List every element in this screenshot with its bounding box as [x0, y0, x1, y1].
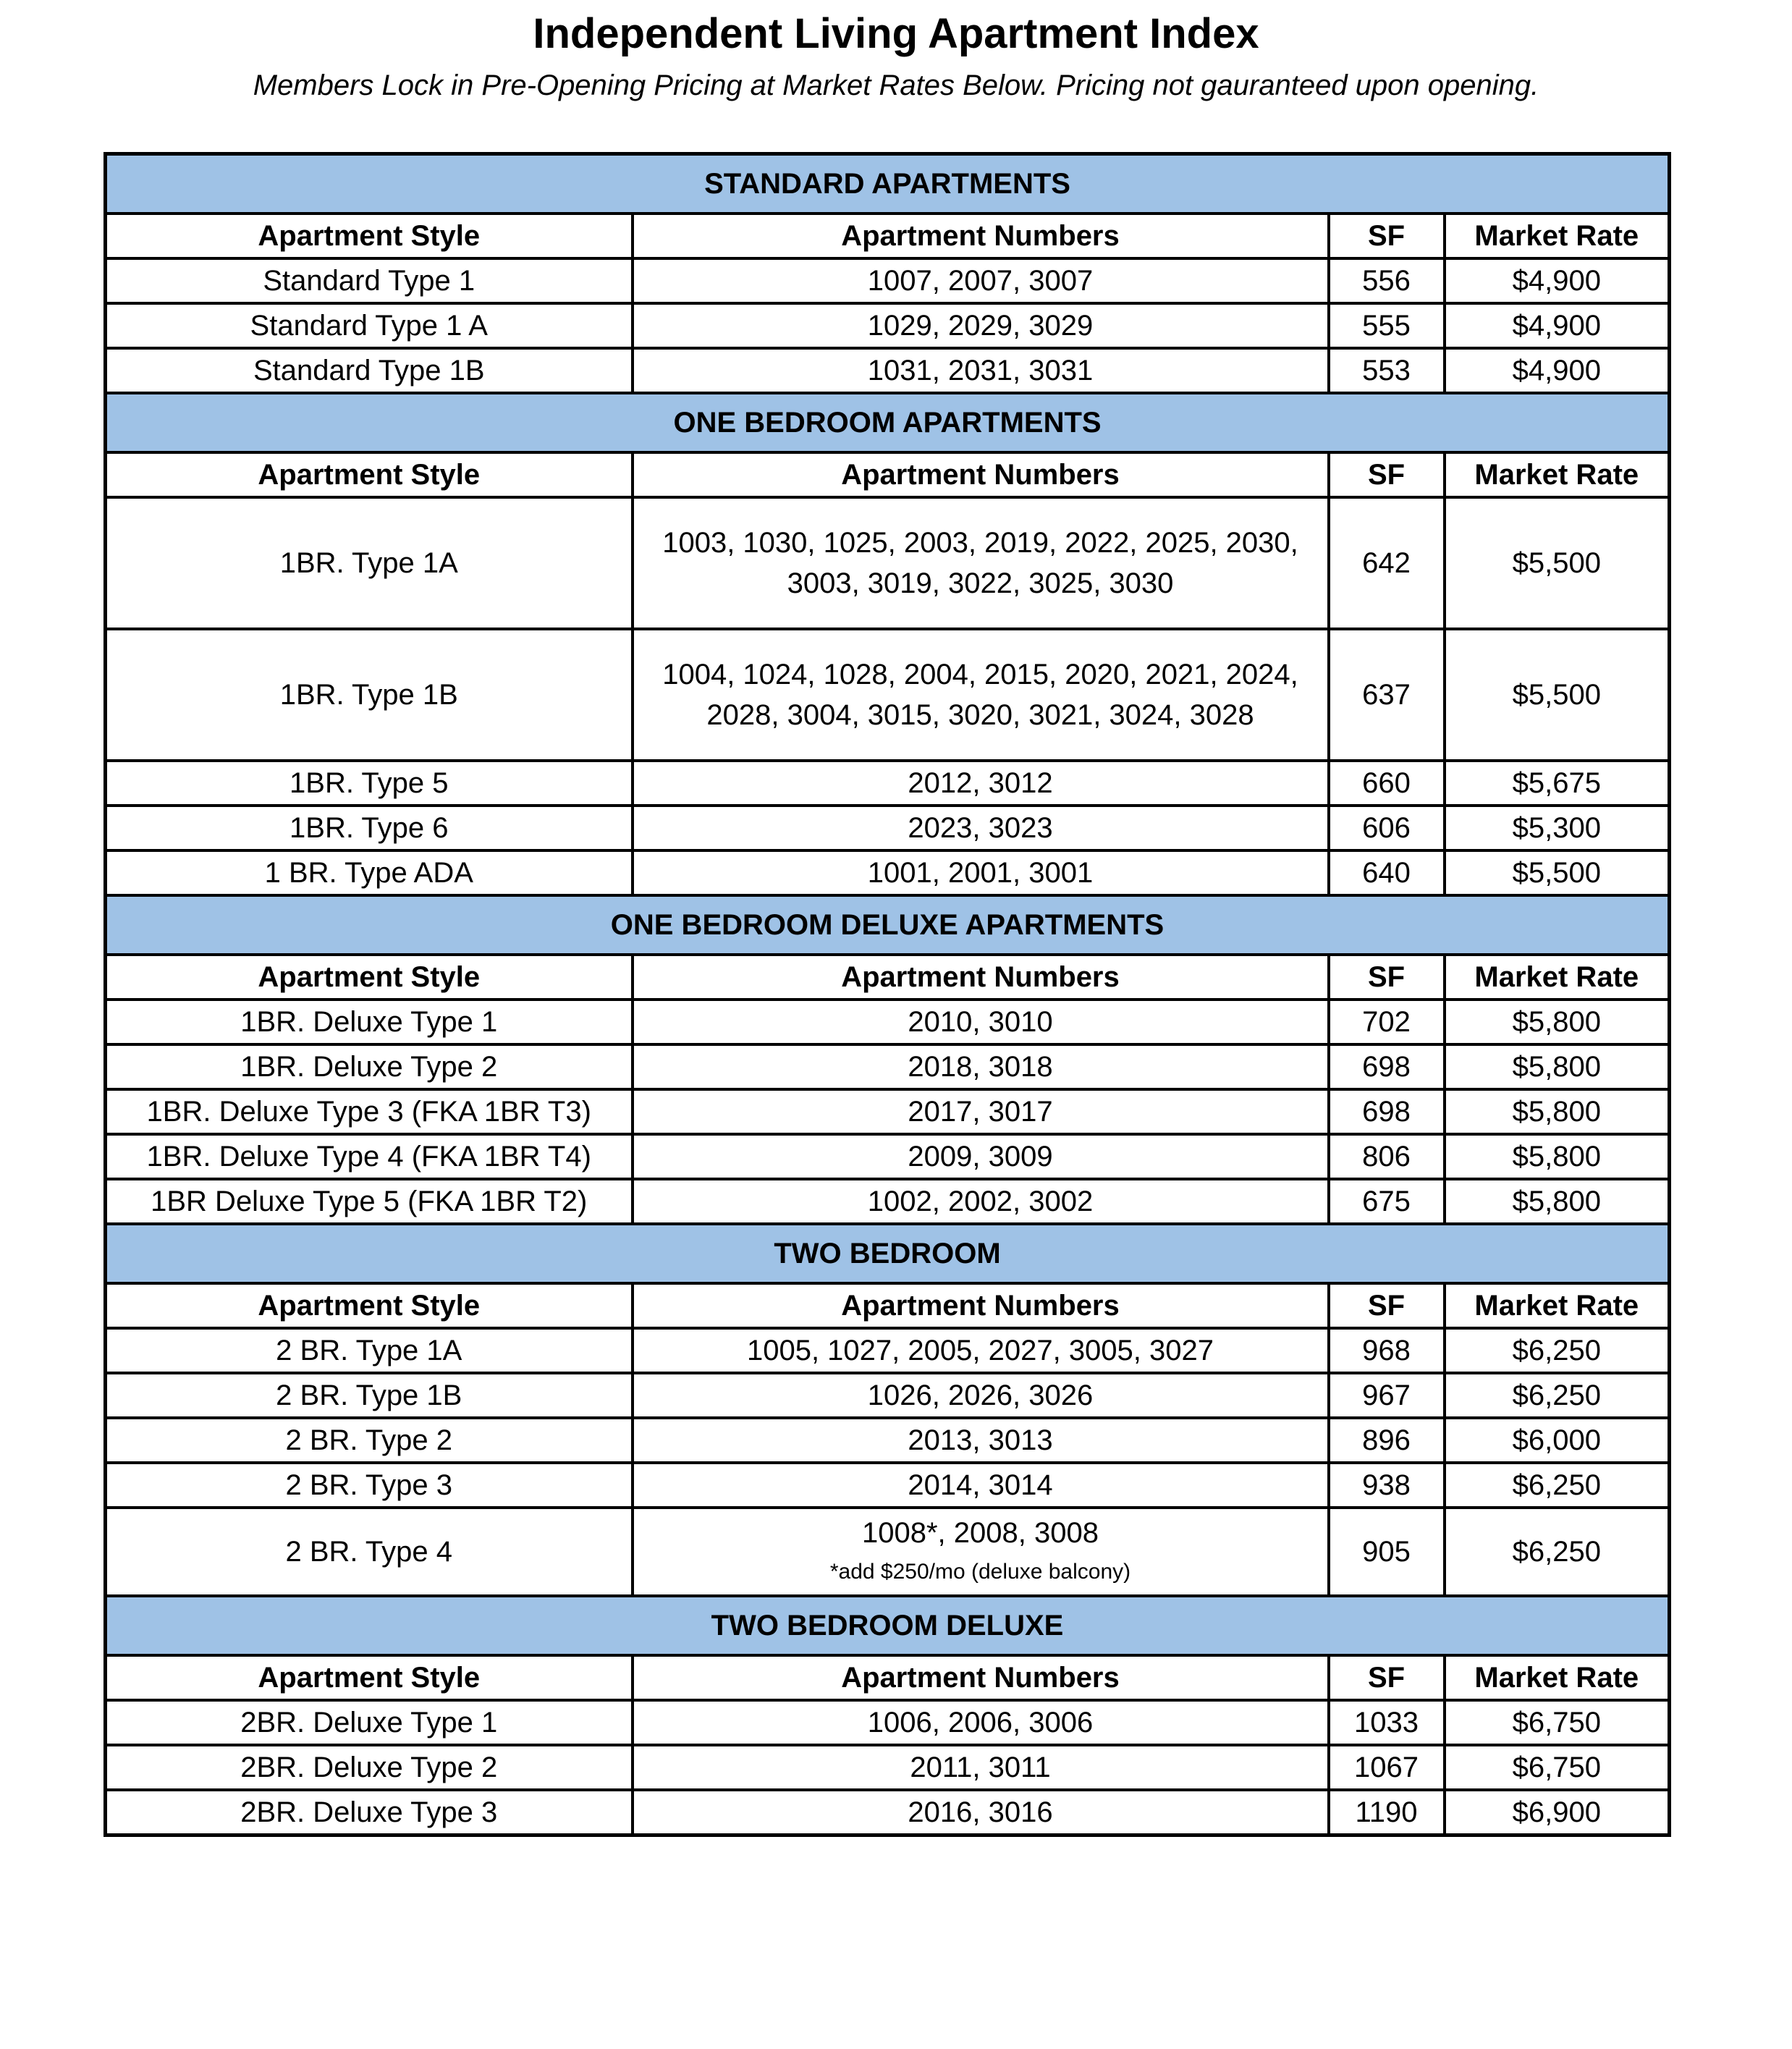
sf-cell: 556 — [1329, 258, 1445, 303]
sf-cell: 606 — [1329, 806, 1445, 850]
market-rate-cell: $6,000 — [1445, 1418, 1670, 1463]
section-title: ONE BEDROOM APARTMENTS — [106, 393, 1670, 452]
market-rate-header: Market Rate — [1445, 1283, 1670, 1328]
page-subtitle: Members Lock in Pre-Opening Pricing at Market Rates Below. Pricing not gauranteed upon opening. — [253, 69, 1539, 101]
section-title: TWO BEDROOM DELUXE — [106, 1596, 1670, 1655]
section-title: ONE BEDROOM DELUXE APARTMENTS — [106, 895, 1670, 955]
table-row — [106, 1418, 1670, 1463]
section-title-row — [106, 154, 1670, 214]
apartment-style-cell: Standard Type 1B — [106, 348, 633, 393]
table-row — [106, 629, 1670, 761]
market-rate-cell: $5,800 — [1445, 1179, 1670, 1224]
table-row — [106, 1745, 1670, 1790]
table-row — [106, 1089, 1670, 1134]
market-rate-cell: $6,250 — [1445, 1328, 1670, 1373]
sf-cell: 698 — [1329, 1089, 1445, 1134]
apartment-style-cell: 1BR. Type 1B — [106, 629, 633, 761]
apartment-style-cell: Standard Type 1 — [106, 258, 633, 303]
apartment-numbers-cell: 1002, 2002, 3002 — [633, 1179, 1329, 1224]
table-row — [106, 1508, 1670, 1596]
sf-cell: 806 — [1329, 1134, 1445, 1179]
apartment-style-cell: 2BR. Deluxe Type 1 — [106, 1700, 633, 1745]
apartment-numbers-header: Apartment Numbers — [633, 452, 1329, 497]
sf-cell: 1067 — [1329, 1745, 1445, 1790]
section-title: TWO BEDROOM — [106, 1224, 1670, 1283]
apartment-numbers-cell: 2010, 3010 — [633, 1000, 1329, 1044]
apartment-style-cell: Standard Type 1 A — [106, 303, 633, 348]
sf-header: SF — [1329, 955, 1445, 1000]
sf-cell: 698 — [1329, 1044, 1445, 1089]
sf-cell: 967 — [1329, 1373, 1445, 1418]
apartment-index-table — [103, 152, 1671, 1837]
market-rate-cell: $5,800 — [1445, 1134, 1670, 1179]
market-rate-cell: $5,300 — [1445, 806, 1670, 850]
sf-cell: 896 — [1329, 1418, 1445, 1463]
apartment-numbers-cell: 2014, 3014 — [633, 1463, 1329, 1508]
market-rate-cell: $6,900 — [1445, 1790, 1670, 1835]
apartment-numbers-cell: 1005, 1027, 2005, 2027, 3005, 3027 — [633, 1328, 1329, 1373]
market-rate-cell: $5,500 — [1445, 629, 1670, 761]
market-rate-cell: $6,250 — [1445, 1373, 1670, 1418]
section-title-row — [106, 393, 1670, 452]
sf-cell: 702 — [1329, 1000, 1445, 1044]
sf-cell: 968 — [1329, 1328, 1445, 1373]
apartment-style-cell: 1BR Deluxe Type 5 (FKA 1BR T2) — [106, 1179, 633, 1224]
apartment-style-cell: 1BR. Deluxe Type 4 (FKA 1BR T4) — [106, 1134, 633, 1179]
apartment-numbers-cell: 1001, 2001, 3001 — [633, 850, 1329, 895]
section-title-row — [106, 1224, 1670, 1283]
sf-cell: 905 — [1329, 1508, 1445, 1596]
apartment-numbers-cell: 2016, 3016 — [633, 1790, 1329, 1835]
page-title: Independent Living Apartment Index — [533, 10, 1259, 57]
sf-header: SF — [1329, 1283, 1445, 1328]
table-row — [106, 258, 1670, 303]
apartment-style-cell: 1 BR. Type ADA — [106, 850, 633, 895]
table-row — [106, 1328, 1670, 1373]
market-rate-cell: $4,900 — [1445, 258, 1670, 303]
apartment-numbers-cell: 1029, 2029, 3029 — [633, 303, 1329, 348]
table-row — [106, 1179, 1670, 1224]
sf-cell: 938 — [1329, 1463, 1445, 1508]
apartment-style-cell: 1BR. Deluxe Type 3 (FKA 1BR T3) — [106, 1089, 633, 1134]
table-row — [106, 1134, 1670, 1179]
apartment-numbers-cell: 2018, 3018 — [633, 1044, 1329, 1089]
table-row — [106, 761, 1670, 806]
market-rate-header: Market Rate — [1445, 214, 1670, 258]
market-rate-cell: $5,500 — [1445, 497, 1670, 629]
market-rate-cell: $5,500 — [1445, 850, 1670, 895]
apartment-style-cell: 2 BR. Type 4 — [106, 1508, 633, 1596]
table-row — [106, 1463, 1670, 1508]
apartment-style-header: Apartment Style — [106, 452, 633, 497]
apartment-style-cell: 2 BR. Type 2 — [106, 1418, 633, 1463]
apartment-style-cell: 1BR. Type 6 — [106, 806, 633, 850]
sf-cell: 1190 — [1329, 1790, 1445, 1835]
column-header-row — [106, 1283, 1670, 1328]
market-rate-cell: $4,900 — [1445, 303, 1670, 348]
apartment-numbers-cell: 1003, 1030, 1025, 2003, 2019, 2022, 2025, 2030, 3003, 3019, 3022, 3025, 3030 — [633, 497, 1329, 629]
column-header-row — [106, 214, 1670, 258]
sf-cell: 553 — [1329, 348, 1445, 393]
apartment-style-header: Apartment Style — [106, 1655, 633, 1700]
apartment-numbers-cell: 1031, 2031, 3031 — [633, 348, 1329, 393]
market-rate-cell: $5,800 — [1445, 1000, 1670, 1044]
sf-header: SF — [1329, 214, 1445, 258]
apartment-style-cell: 2 BR. Type 1B — [106, 1373, 633, 1418]
sf-cell: 675 — [1329, 1179, 1445, 1224]
sf-cell: 660 — [1329, 761, 1445, 806]
section-title-row — [106, 895, 1670, 955]
column-header-row — [106, 452, 1670, 497]
apartment-numbers-cell: 2009, 3009 — [633, 1134, 1329, 1179]
apartment-numbers-cell: 2023, 3023 — [633, 806, 1329, 850]
apartment-numbers-header: Apartment Numbers — [633, 955, 1329, 1000]
market-rate-cell: $6,750 — [1445, 1700, 1670, 1745]
apartment-numbers-text: 1008*, 2008, 3008 — [862, 1517, 1099, 1549]
table-row — [106, 1373, 1670, 1418]
apartment-style-cell: 1BR. Type 1A — [106, 497, 633, 629]
sf-cell: 642 — [1329, 497, 1445, 629]
market-rate-cell: $6,250 — [1445, 1463, 1670, 1508]
table-row — [106, 806, 1670, 850]
section-title-row — [106, 1596, 1670, 1655]
apartment-numbers-cell: 1026, 2026, 3026 — [633, 1373, 1329, 1418]
market-rate-cell: $4,900 — [1445, 348, 1670, 393]
apartment-numbers-header: Apartment Numbers — [633, 1283, 1329, 1328]
sf-header: SF — [1329, 452, 1445, 497]
market-rate-cell: $6,250 — [1445, 1508, 1670, 1596]
sf-cell: 640 — [1329, 850, 1445, 895]
market-rate-header: Market Rate — [1445, 452, 1670, 497]
apartment-numbers-cell: 2011, 3011 — [633, 1745, 1329, 1790]
market-rate-cell: $6,750 — [1445, 1745, 1670, 1790]
apartment-numbers-cell: 2013, 3013 — [633, 1418, 1329, 1463]
apartment-numbers-cell: 1006, 2006, 3006 — [633, 1700, 1329, 1745]
apartment-style-cell: 2BR. Deluxe Type 2 — [106, 1745, 633, 1790]
apartment-style-cell: 1BR. Type 5 — [106, 761, 633, 806]
apartment-numbers-cell: 1004, 1024, 1028, 2004, 2015, 2020, 2021, 2024, 2028, 3004, 3015, 3020, 3021, 3024, 3028 — [633, 629, 1329, 761]
sf-cell: 637 — [1329, 629, 1445, 761]
market-rate-cell: $5,800 — [1445, 1089, 1670, 1134]
column-header-row — [106, 1655, 1670, 1700]
market-rate-header: Market Rate — [1445, 1655, 1670, 1700]
apartment-numbers-header: Apartment Numbers — [633, 1655, 1329, 1700]
apartment-style-cell: 1BR. Deluxe Type 1 — [106, 1000, 633, 1044]
apartment-numbers-cell — [633, 1508, 1329, 1596]
table-row — [106, 1790, 1670, 1835]
apartment-numbers-cell: 2012, 3012 — [633, 761, 1329, 806]
table-row — [106, 1044, 1670, 1089]
sf-cell: 555 — [1329, 303, 1445, 348]
table-row — [106, 1000, 1670, 1044]
balcony-footnote: *add $250/mo (deluxe balcony) — [829, 1560, 1131, 1584]
column-header-row — [106, 955, 1670, 1000]
table-row — [106, 497, 1670, 629]
table-row — [106, 303, 1670, 348]
apartment-style-header: Apartment Style — [106, 1283, 633, 1328]
apartment-style-header: Apartment Style — [106, 955, 633, 1000]
apartment-numbers-cell: 1007, 2007, 3007 — [633, 258, 1329, 303]
apartment-style-cell: 1BR. Deluxe Type 2 — [106, 1044, 633, 1089]
market-rate-header: Market Rate — [1445, 955, 1670, 1000]
apartment-style-header: Apartment Style — [106, 214, 633, 258]
apartment-numbers-cell: 2017, 3017 — [633, 1089, 1329, 1134]
sf-header: SF — [1329, 1655, 1445, 1700]
market-rate-cell: $5,675 — [1445, 761, 1670, 806]
apartment-index-body — [106, 154, 1670, 1835]
apartment-style-cell: 2BR. Deluxe Type 3 — [106, 1790, 633, 1835]
sf-cell: 1033 — [1329, 1700, 1445, 1745]
table-row — [106, 850, 1670, 895]
market-rate-cell: $5,800 — [1445, 1044, 1670, 1089]
apartment-style-cell: 2 BR. Type 1A — [106, 1328, 633, 1373]
table-row — [106, 348, 1670, 393]
table-row — [106, 1700, 1670, 1745]
section-title: STANDARD APARTMENTS — [106, 154, 1670, 214]
apartment-numbers-header: Apartment Numbers — [633, 214, 1329, 258]
apartment-style-cell: 2 BR. Type 3 — [106, 1463, 633, 1508]
